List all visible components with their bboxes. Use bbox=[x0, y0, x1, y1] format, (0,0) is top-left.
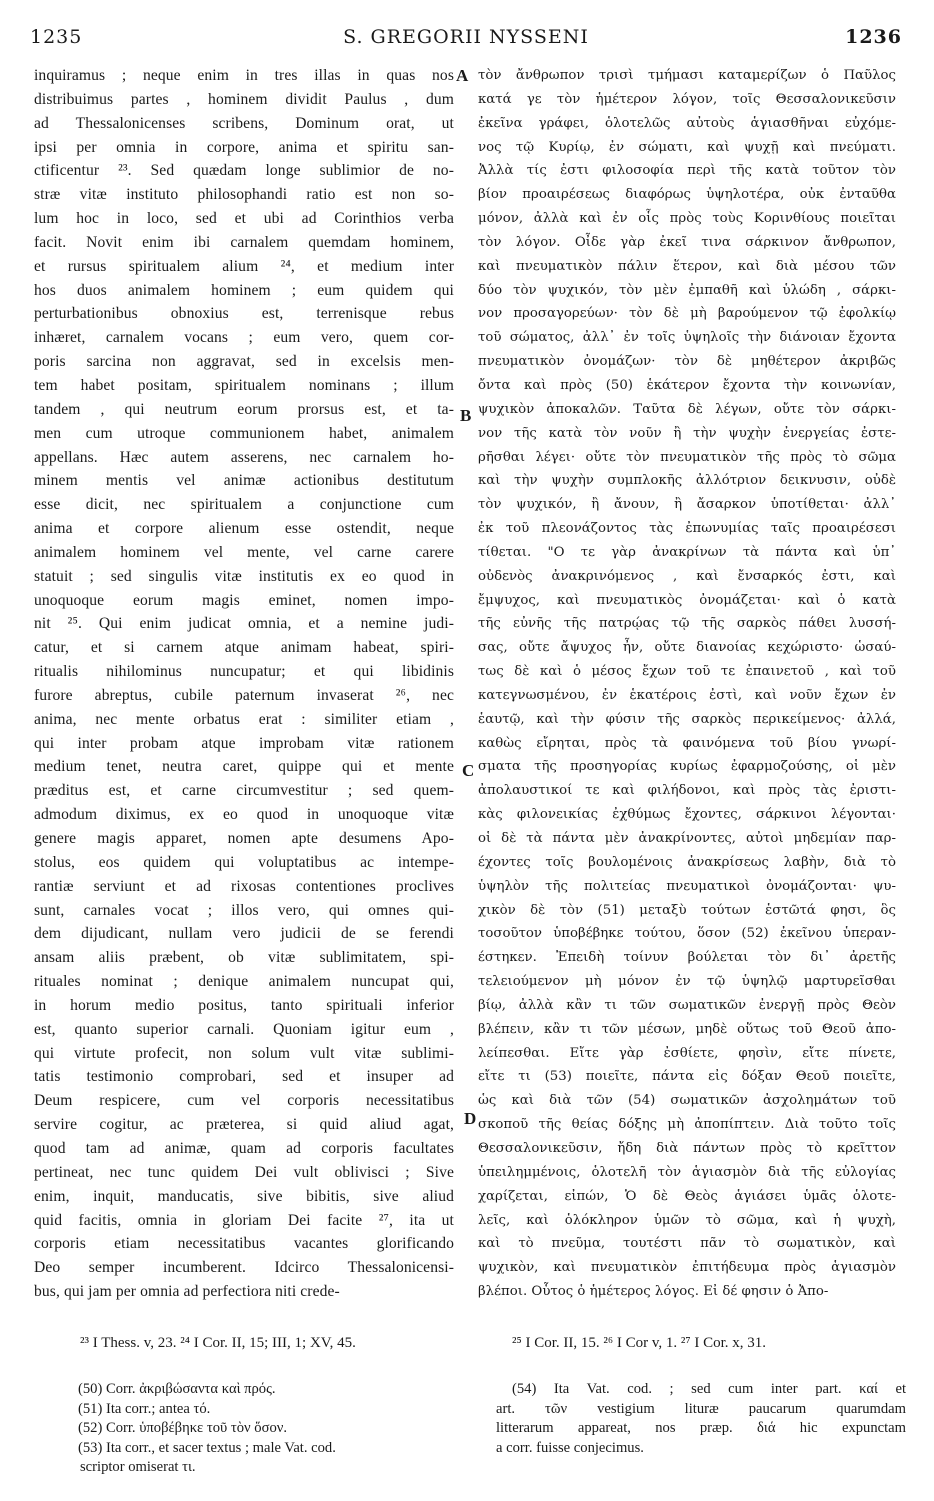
latin-text-line: corporis etiam necessitatibus vacantes glorificando bbox=[34, 1235, 454, 1253]
greek-text-line: ἑαυτῷ, καὶ τὴν φύσιν τῆς σαρκὸς περικείμενος· ἀλλά, bbox=[478, 711, 896, 727]
latin-text-line: tem habet positam, spiritualem nominans ; illum bbox=[34, 376, 454, 394]
latin-text-line: ritualis nihilominus nuncupatur; et qui libidinis bbox=[34, 663, 454, 681]
latin-text-line: sunt, carnales vocat ; illos vero, qui omnes qui- bbox=[34, 901, 454, 919]
greek-text-line: Ἀλλὰ τίς ἐστι φιλοσοφία περὶ τῆς κατὰ τοῦτον τὸν bbox=[478, 163, 896, 179]
greek-text-line: τὸν λόγον. Οἶδε γὰρ ἐκεῖ τινα σάρκινον ἄνθρωπον, bbox=[478, 234, 896, 250]
critical-note: a corr. fuisse conjecimus. bbox=[496, 1439, 644, 1456]
latin-text-line: tandem , qui neutrum eorum prorsus est, et ta- bbox=[34, 400, 454, 418]
greek-text-line: καθὼς εἴρηται, πρὸς τὰ φαινόμενα τοῦ βίου γνωρί- bbox=[478, 735, 896, 751]
greek-text-line: οὐδενὸς ἀνακρινόμενος , καὶ ἔνσαρκός ἐστι, καὶ bbox=[478, 568, 896, 584]
greek-text-line: ὑψηλὸν τῆς πολιτείας πνευματικοὶ ὀνομάζονται· ψυ- bbox=[478, 878, 896, 894]
greek-text-line: κατεγνωσμένου, ἐν ἑκατέροις ἐστὶ, καὶ νοῦν ἔχων ἐν bbox=[478, 687, 896, 703]
latin-text-line: bus, qui jam per omnia ad perfectiora niti crede- bbox=[34, 1283, 340, 1301]
latin-text-line: facit. Novit enim ibi carnalem quemdam hominem, bbox=[34, 233, 454, 251]
greek-text-line: ψυχικὸν ἀποκαλῶν. Ταῦτα δὲ λέγων, οὔτε τὸν σάρκι- bbox=[478, 401, 896, 417]
latin-text-line: tatis testimonio comprobari, sed et insuper ad bbox=[34, 1068, 454, 1086]
greek-text-line: κατά γε τὸν ἡμέτερον λόγον, τοῖς Θεσσαλονικεῦσιν bbox=[478, 91, 896, 107]
greek-text-line: τίθεται. "Ο τε γὰρ ἀνακρίνων τὰ πάντα καὶ ὑπ᾽ bbox=[478, 544, 896, 560]
latin-text-line: rantiæ serviunt et ad rixosas contentiones proclives bbox=[34, 877, 454, 895]
greek-text-line: ἐκεῖνα γράφει, ὁλοτελῶς αὐτοὺς ἁγιασθῆναι εὐχόμε- bbox=[478, 115, 896, 131]
critical-note: (53) Ita corr., et sacer textus ; male Vat. cod. bbox=[78, 1439, 336, 1456]
latin-text-line: pertineat, nec tunc quidem Dei vult oblivisci ; Sive bbox=[34, 1163, 454, 1181]
latin-text-line: in horum medio positus, tanto spirituali inferior bbox=[34, 996, 454, 1014]
latin-text-line: ctificentur ²³. Sed quædam longe sublimior de no- bbox=[34, 162, 454, 180]
page-number-right: 1236 bbox=[845, 26, 902, 48]
greek-text-line: έστηκεν. Ἐπειδὴ τοίνυν βούλεται τὸν δι᾽ ἀρετῆς bbox=[478, 950, 896, 966]
margin-letter-a: A bbox=[456, 66, 469, 85]
latin-text-line: anima, nec mente orbatus erat : similiter etiam , bbox=[34, 710, 454, 728]
critical-note: (50) Corr. ἀκριβώσαντα καὶ πρός. bbox=[78, 1381, 276, 1397]
latin-text-line: rituales nominat ; denique animalem nuncupat qui, bbox=[34, 973, 454, 991]
greek-text-line: τοσοῦτον ὑποβέβηκε τούτου, ὅσον (52) ἐκεῖνου ὑπεραν- bbox=[478, 926, 896, 942]
latin-text-line: admodum diximus, ex eo quod in unoquoque vitæ bbox=[34, 806, 454, 824]
greek-text-line: ὄντα καὶ πρὸς (50) ἑκάτερον ἔχοντα τὴν κοινωνίαν, bbox=[478, 377, 896, 393]
greek-text-line: ἀπολαυστικοί τε καὶ φιλήδονοι, καὶ πρὸς τὰς ἐριστι- bbox=[478, 783, 896, 799]
greek-text-line: τῆς εὐνῆς τῆς πατρῴας τῷ τῆς σαρκὸς πάθει λυσσή- bbox=[478, 616, 896, 632]
greek-text-line: ἐκ τοῦ πλεονάζοντος τὰς ἐπωνυμίας ταῖς προαιρέσεσι bbox=[478, 521, 896, 537]
greek-text-line: νος τῷ Κυρίῳ, ἐν σώματι, καὶ ψυχῇ καὶ πνεύματι. bbox=[478, 139, 896, 155]
greek-column bbox=[478, 64, 896, 1304]
greek-text-line: τοῦ σώματος, ἀλλ᾽ ἐν τοῖς ὑψηλοῖς τὴν διάνοιαν ἔχοντα bbox=[478, 330, 896, 346]
latin-text-line: perturbationibus obnoxius est, terrenisque rebus bbox=[34, 305, 454, 323]
latin-text-line: servire cogitur, ac præterea, si quid aliud agat, bbox=[34, 1116, 454, 1134]
latin-text-line: qui virtute profecit, non solum vult vitæ sublimi- bbox=[34, 1044, 454, 1062]
latin-text-line: poris sarcina non aggravat, sed in excelsis men- bbox=[34, 353, 454, 371]
latin-text-line: distribuimus partes , hominem dividit Paulus , dum bbox=[34, 90, 454, 108]
margin-letter-c: C bbox=[462, 761, 475, 780]
latin-text-line: anima et corpore alienum esse ostendit, neque bbox=[34, 520, 454, 538]
latin-text-line: men cum utroque communionem habet, animalem bbox=[34, 424, 454, 442]
greek-text-line: κὰς φιλονεικίας ἐχθύμως ἔχοντες, σάρκινοι λέγονται· bbox=[478, 807, 896, 823]
critical-notes-left bbox=[78, 1380, 478, 1478]
latin-text-line: præditus est, et carne circumvestitur ; sed quem- bbox=[34, 782, 454, 800]
latin-text-line: medium tenet, neutra caret, quippe qui et mente bbox=[34, 758, 454, 776]
critical-note: scriptor omiserat τι. bbox=[80, 1459, 196, 1475]
greek-text-line: λείπεσθαι. Εἴτε γὰρ ἐσθίετε, φησὶν, εἴτε πίνετε, bbox=[478, 1045, 896, 1061]
greek-text-line: λεῖς, καὶ ὁλόκληρον ὑμῶν τὸ σῶμα, καὶ ἡ ψυχὴ, bbox=[478, 1212, 896, 1228]
critical-notes-right bbox=[496, 1380, 906, 1458]
latin-text-line: stolus, eos quidem qui voluptatibus ac intempe- bbox=[34, 853, 454, 871]
greek-text-line: βίῳ, ἀλλὰ κἂν τι τῶν σωματικῶν ἐνεργῇ πρὸς Θεὸν bbox=[478, 997, 896, 1013]
latin-text-line: ansam aliis præbent, ob vitæ sublimitatem, spi- bbox=[34, 949, 454, 967]
greek-text-line: χαρίζεται, εἰπών, Ὁ δὲ Θεὸς ἁγιάσει ὑμᾶς ὁλοτε- bbox=[478, 1188, 896, 1204]
latin-text-line: Deo semper incumberent. Idcirco Thessalonicensi- bbox=[34, 1259, 454, 1277]
running-title: S. GREGORII NYSSENI bbox=[343, 26, 589, 48]
latin-text-line: esse dicit, nec spiritualem a conjunctione cum bbox=[34, 496, 454, 514]
critical-note: litterarum appareat, nos præp. διά hic expunctam bbox=[496, 1420, 906, 1436]
latin-text-line: ipsi per omnia in corpore, anima et spiritu san- bbox=[34, 138, 454, 156]
latin-text-line: enim, inquit, manducatis, sive bibitis, sive aliud bbox=[34, 1187, 454, 1205]
latin-column bbox=[34, 64, 454, 1304]
greek-text-line: χικὸν δὲ τὸν (51) μεταξὺ τούτων ἑστῶτά φησι, ὃς bbox=[478, 902, 896, 918]
greek-text-line: πνευματικὸν ὀνομάζων· τὸν δὲ μηθέτερον ἀκριβῶς bbox=[478, 354, 896, 370]
greek-text-line: τὸν ἄνθρωπον τρισὶ τμήμασι καταμερίζων ὁ Παῦλος bbox=[478, 68, 896, 83]
greek-text-line: καὶ τὴν ψυχὴν συμπλοκῆς ἀλλότριον δεικνυσιν, οὐδὲ bbox=[478, 473, 896, 489]
greek-text-line: Θεσσαλονικεῦσιν, ἤδη διὰ πάντων πρὸς τὸ κρεῖττον bbox=[478, 1140, 896, 1156]
greek-text-line: σκοποῦ τῆς θείας δόξης μὴ ἀποπίπτειν. Διὰ τοῦτο τοῖς bbox=[478, 1117, 896, 1133]
latin-text-line: dem dijudicant, nullam vero judicii de se ferendi bbox=[34, 925, 454, 943]
latin-text-line: qui inter probam atque improbam vitæ rationem bbox=[34, 734, 454, 752]
greek-text-line: οἱ δὲ τὰ πάντα μὲν ἀνακρίνοντες, αὐτοὶ μηδεμίαν παρ- bbox=[478, 831, 896, 846]
greek-text-line: έχοντες τοῖς βουλομένοις ἀνακρίσεως λαβὴν, διὰ τὸ bbox=[478, 854, 896, 870]
latin-text-line: inquiramus ; neque enim in tres illas in quas nos bbox=[34, 67, 454, 84]
latin-text-line: inhæret, carnalem vocans ; eum vero, quem cor- bbox=[34, 329, 454, 347]
latin-text-line: genere magis apparet, nomen apte desumens Apo- bbox=[34, 830, 454, 847]
latin-text-line: ad Thessalonicenses scribens, Dominum orat, ut bbox=[34, 114, 454, 132]
latin-text-line: minem mentis vel animæ actionibus destitutum bbox=[34, 472, 454, 490]
latin-text-line: furore abreptus, cubile paternum invaserat ²⁶, nec bbox=[34, 686, 454, 704]
greek-text-line: νον προσαγορεύων· τὸν δὲ μὴ βαρούμενον τῷ ἐφολκίῳ bbox=[478, 306, 896, 322]
latin-text-line: hos duos animalem hominem ; eum quidem qui bbox=[34, 281, 454, 299]
greek-text-line: ὑπειλημμένοις, ὁλοτελῆ τὸν ἁγιασμὸν διὰ τῆς εὐλογίας bbox=[478, 1164, 896, 1180]
greek-text-line: ὡς καὶ διὰ τῶν (54) σωματικῶν ἀσχολημάτων τοῦ bbox=[478, 1093, 896, 1109]
latin-text-line: et rursus spiritualem alium ²⁴, et medium inter bbox=[34, 257, 454, 275]
greek-text-line: δύο τὸν ψυχικόν, τὸν μὲν ἐμπαθῆ καὶ ὑλώδη , σάρκι- bbox=[478, 282, 896, 298]
running-header bbox=[30, 26, 902, 60]
critical-note: (51) Ita corr.; antea τό. bbox=[78, 1400, 211, 1417]
latin-text-line: statuit ; sed singulis vitæ institutis ex eo quod in bbox=[34, 567, 454, 585]
greek-text-line: ρῆσθαι λέγει· οὔτε τὸν πνευματικὸν τῆς πρὸς τὸ σῶμα bbox=[478, 449, 896, 465]
latin-text-line: lum hoc in loco, sed et ubi ad Corinthios verba bbox=[34, 210, 454, 228]
greek-text-line: καὶ πνευματικὸν πάλιν ἕτερον, καὶ διὰ μέσου τῶν bbox=[478, 258, 896, 274]
scripture-footnotes-left: ²³ I Thess. v, 23. ²⁴ I Cor. II, 15; III, 1; XV, 45. bbox=[80, 1335, 356, 1351]
critical-note: (52) Corr. ὑποβέβηκε τοῦ τὸν ὅσον. bbox=[78, 1420, 287, 1436]
greek-text-line: εἴτε τι (53) ποιεῖτε, πάντα εἰς δόξαν Θεοῦ ποιεῖτε, bbox=[478, 1069, 896, 1085]
latin-text-line: quod tam ad animæ, quam ad corporis facultates bbox=[34, 1139, 454, 1157]
greek-text-line: βλέποι. Οὗτος ὁ ἡμέτερος λόγος. Εἰ δέ φησιν ὁ Ἀπο- bbox=[478, 1284, 829, 1300]
latin-text-line: catur, et si carnem atque animam habeat, spiri- bbox=[34, 639, 454, 657]
latin-text-line: unoquoque eorum magis eminet, nomen impo- bbox=[34, 591, 454, 609]
greek-text-line: καὶ τὸ πνεῦμα, τουτέστι πᾶν τὸ σωματικὸν, καὶ bbox=[478, 1236, 896, 1252]
critical-note: (54) Ita Vat. cod. ; sed cum inter part. καί et bbox=[512, 1381, 906, 1397]
latin-text-line: appellans. Hæc autem asserens, nec carnalem ho- bbox=[34, 448, 454, 466]
greek-text-line: βλέπειν, κἂν τι τῶν μέσων, μηδὲ οὕτως τοῦ Θεοῦ ἀπο- bbox=[478, 1021, 896, 1037]
greek-text-line: σας, οὔτε ἄψυχος ἦν, οὔτε διανοίας κεχώριστο· ὡσαύ- bbox=[478, 640, 896, 656]
greek-text-line: τὸν ψυχικόν, ἢ ἄνουν, ἢ ἄσαρκον ὑποτίθεται· ἀλλ᾽ bbox=[478, 497, 896, 513]
latin-text-line: quid facitis, omnia in gloriam Dei facite ²⁷, ita ut bbox=[34, 1211, 454, 1229]
greek-text-line: νον τῆς κατὰ τὸν νοῦν ἢ τὴν ψυχὴν ἐνεργείας ἐστε- bbox=[478, 425, 896, 441]
latin-text-line: stræ vitæ instituto philosophandi ratio est non so- bbox=[34, 186, 454, 204]
scripture-footnotes-right: ²⁵ I Cor. II, 15. ²⁶ I Cor v, 1. ²⁷ I Cor. x, 31. bbox=[512, 1335, 767, 1351]
greek-text-line: σματα τῆς προσηγορίας κυρίως ἐφαρμοζούσης, οἱ μὲν bbox=[478, 759, 896, 775]
latin-text-line: Deum respicere, cum vel corporis necessitatibus bbox=[34, 1092, 454, 1110]
latin-text-line: est, quanto superior carnali. Quoniam igitur eum , bbox=[34, 1020, 454, 1038]
greek-text-line: βίον προαιρέσεως διαφόρως ὑψηλοτέρα, οὐκ ἐνταῦθα bbox=[478, 187, 896, 203]
margin-letter-b: B bbox=[460, 406, 472, 425]
margin-letter-d: D bbox=[464, 1109, 477, 1128]
page-number-left: 1235 bbox=[30, 26, 83, 48]
greek-text-line: μόνον, ἀλλὰ καὶ ἐν οἷς πρὸς τοὺς Κορινθίους ποιεῖται bbox=[478, 211, 896, 227]
latin-text-line: animalem hominem vel mente, vel carne carere bbox=[34, 543, 454, 561]
latin-text-line: nit ²⁵. Qui enim judicat omnia, et a nemine judi- bbox=[34, 615, 454, 633]
greek-text-line: ψυχικὸν, καὶ πνευματικὸν ἐπιτήδευμα πρὸς ἁγιασμὸν bbox=[478, 1260, 896, 1276]
critical-note: art. τῶν vestigium lituræ paucarum quarumdam bbox=[496, 1400, 906, 1417]
greek-text-line: ἔμψυχος, καὶ πνευματικὸς ὀνομάζεται· καὶ ὁ κατὰ bbox=[478, 592, 896, 608]
greek-text-line: τως δὲ καὶ ὁ μέσος ἔχων τοῦ τε ἐπαινετοῦ , καὶ τοῦ bbox=[478, 664, 896, 680]
greek-text-line: τελειούμενον μὴ μόνον ἐν τῷ ὑψηλῷ μαρτυρεῖσθαι bbox=[478, 974, 896, 990]
